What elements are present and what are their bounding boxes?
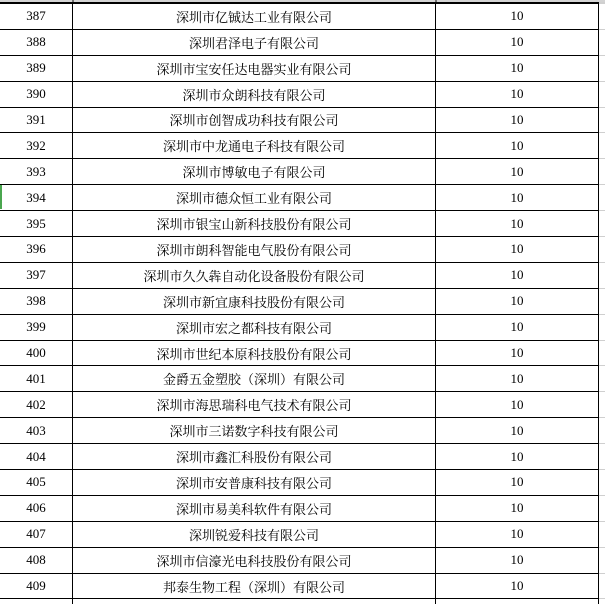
value-cell[interactable]: 10 bbox=[436, 82, 599, 108]
table-row bbox=[0, 289, 605, 315]
company-name-cell[interactable] bbox=[73, 599, 436, 604]
table-body bbox=[0, 4, 605, 604]
value-cell[interactable]: 10 bbox=[436, 289, 599, 315]
table-row bbox=[0, 56, 605, 82]
row-number-cell[interactable]: 406 bbox=[0, 496, 73, 522]
value-cell[interactable]: 10 bbox=[436, 341, 599, 367]
row-number-cell[interactable]: 405 bbox=[0, 470, 73, 496]
row-number-cell[interactable]: 392 bbox=[0, 133, 73, 159]
table-row bbox=[0, 30, 605, 56]
table-row bbox=[0, 211, 605, 237]
value-cell[interactable]: 10 bbox=[436, 108, 599, 134]
row-number-cell[interactable]: 390 bbox=[0, 82, 73, 108]
company-name-cell[interactable]: 深圳市三诺数字科技有限公司 bbox=[73, 418, 436, 444]
table-row bbox=[0, 263, 605, 289]
table-row bbox=[0, 444, 605, 470]
company-name-cell[interactable]: 深圳市宏之都科技有限公司 bbox=[73, 315, 436, 341]
row-number-cell[interactable]: 409 bbox=[0, 574, 73, 600]
table-row bbox=[0, 496, 605, 522]
company-name-cell[interactable]: 深圳市世纪本原科技股份有限公司 bbox=[73, 341, 436, 367]
value-cell[interactable]: 10 bbox=[436, 263, 599, 289]
company-name-cell[interactable]: 深圳市鑫汇科股份有限公司 bbox=[73, 444, 436, 470]
company-name-cell[interactable]: 邦泰生物工程（深圳）有限公司 bbox=[73, 574, 436, 600]
row-number-cell[interactable] bbox=[0, 599, 73, 604]
right-gridline-stub bbox=[599, 263, 605, 289]
right-gridline-stub bbox=[599, 315, 605, 341]
table-row bbox=[0, 315, 605, 341]
table-row bbox=[0, 599, 605, 604]
right-gridline-stub bbox=[599, 418, 605, 444]
value-cell[interactable]: 10 bbox=[436, 522, 599, 548]
company-name-cell[interactable]: 深圳市信濠光电科技股份有限公司 bbox=[73, 548, 436, 574]
right-gridline-stub bbox=[599, 599, 605, 604]
right-gridline-stub bbox=[599, 574, 605, 600]
value-cell[interactable]: 10 bbox=[436, 315, 599, 341]
right-gridline-stub bbox=[599, 496, 605, 522]
value-cell[interactable]: 10 bbox=[436, 496, 599, 522]
table-row bbox=[0, 185, 605, 211]
right-gridline-stub bbox=[599, 289, 605, 315]
right-gridline-stub bbox=[599, 444, 605, 470]
company-name-cell[interactable]: 金爵五金塑胶（深圳）有限公司 bbox=[73, 366, 436, 392]
table-row bbox=[0, 237, 605, 263]
row-number-cell[interactable]: 400 bbox=[0, 341, 73, 367]
table-row bbox=[0, 548, 605, 574]
right-gridline-stub bbox=[599, 159, 605, 185]
company-name-cell[interactable]: 深圳市朗科智能电气股份有限公司 bbox=[73, 237, 436, 263]
company-name-cell[interactable]: 深圳市久久犇自动化设备股份有限公司 bbox=[73, 263, 436, 289]
company-name-cell[interactable]: 深圳君泽电子有限公司 bbox=[73, 30, 436, 56]
row-number-cell[interactable]: 403 bbox=[0, 418, 73, 444]
right-gridline-stub bbox=[599, 185, 605, 211]
row-number-cell[interactable]: 389 bbox=[0, 56, 73, 82]
right-gridline-stub bbox=[599, 341, 605, 367]
row-number-cell[interactable]: 387 bbox=[0, 4, 73, 30]
value-cell[interactable]: 10 bbox=[436, 392, 599, 418]
right-gridline-stub bbox=[599, 4, 605, 30]
row-number-cell[interactable]: 407 bbox=[0, 522, 73, 548]
company-name-cell[interactable]: 深圳市亿铖达工业有限公司 bbox=[73, 4, 436, 30]
value-cell[interactable]: 10 bbox=[436, 366, 599, 392]
right-gridline-stub bbox=[599, 56, 605, 82]
row-number-cell[interactable]: 393 bbox=[0, 159, 73, 185]
right-gridline-stub bbox=[599, 522, 605, 548]
row-number-cell[interactable]: 394 bbox=[0, 185, 73, 211]
table-row bbox=[0, 366, 605, 392]
table-row bbox=[0, 418, 605, 444]
gridline-tick bbox=[435, 0, 437, 2]
table-row bbox=[0, 522, 605, 548]
table-row bbox=[0, 4, 605, 30]
value-cell[interactable]: 10 bbox=[436, 237, 599, 263]
row-number-cell[interactable]: 388 bbox=[0, 30, 73, 56]
right-gridline-stub bbox=[599, 82, 605, 108]
company-name-cell[interactable]: 深圳市新宜康科技股份有限公司 bbox=[73, 289, 436, 315]
company-name-cell[interactable]: 深圳市中龙通电子科技有限公司 bbox=[73, 133, 436, 159]
value-cell[interactable]: 10 bbox=[436, 4, 599, 30]
right-gridline-stub bbox=[599, 470, 605, 496]
row-number-cell[interactable]: 399 bbox=[0, 315, 73, 341]
right-gridline-stub bbox=[599, 237, 605, 263]
table-row bbox=[0, 341, 605, 367]
row-number-cell[interactable]: 402 bbox=[0, 392, 73, 418]
table-row bbox=[0, 108, 605, 134]
company-name-cell[interactable]: 深圳市众朗科技有限公司 bbox=[73, 82, 436, 108]
row-number-cell[interactable]: 401 bbox=[0, 366, 73, 392]
value-cell[interactable]: 10 bbox=[436, 574, 599, 600]
value-cell[interactable]: 10 bbox=[436, 30, 599, 56]
table-row bbox=[0, 574, 605, 600]
value-cell[interactable]: 10 bbox=[436, 185, 599, 211]
table-row bbox=[0, 133, 605, 159]
value-cell[interactable]: 10 bbox=[436, 548, 599, 574]
value-cell[interactable]: 10 bbox=[436, 418, 599, 444]
value-cell[interactable]: 10 bbox=[436, 470, 599, 496]
company-name-cell[interactable]: 深圳市博敏电子有限公司 bbox=[73, 159, 436, 185]
company-name-cell[interactable]: 深圳市银宝山新科技股份有限公司 bbox=[73, 211, 436, 237]
outer-gridline-top bbox=[0, 0, 605, 2]
row-number-cell[interactable]: 397 bbox=[0, 263, 73, 289]
row-number-cell[interactable]: 396 bbox=[0, 237, 73, 263]
company-name-cell[interactable]: 深圳市安普康科技有限公司 bbox=[73, 470, 436, 496]
value-cell[interactable]: 10 bbox=[436, 133, 599, 159]
row-number-cell[interactable]: 408 bbox=[0, 548, 73, 574]
value-cell[interactable] bbox=[436, 599, 599, 604]
right-gridline-stub bbox=[599, 133, 605, 159]
value-cell[interactable]: 10 bbox=[436, 211, 599, 237]
table-row bbox=[0, 392, 605, 418]
value-cell[interactable]: 10 bbox=[436, 56, 599, 82]
row-number-cell[interactable]: 395 bbox=[0, 211, 73, 237]
row-number-cell[interactable]: 398 bbox=[0, 289, 73, 315]
right-gridline-stub bbox=[599, 548, 605, 574]
right-gridline-stub bbox=[599, 211, 605, 237]
company-name-cell[interactable]: 深圳市德众恒工业有限公司 bbox=[73, 185, 436, 211]
row-number-cell[interactable]: 391 bbox=[0, 108, 73, 134]
value-cell[interactable]: 10 bbox=[436, 444, 599, 470]
company-name-cell[interactable]: 深圳市宝安任达电器实业有限公司 bbox=[73, 56, 436, 82]
company-name-cell[interactable]: 深圳锐爱科技有限公司 bbox=[73, 522, 436, 548]
company-name-cell[interactable]: 深圳市易美科软件有限公司 bbox=[73, 496, 436, 522]
gridline-tick bbox=[72, 0, 74, 2]
right-gridline-stub bbox=[599, 366, 605, 392]
right-gridline-stub bbox=[599, 392, 605, 418]
table-row bbox=[0, 159, 605, 185]
right-gridline-stub bbox=[599, 108, 605, 134]
value-cell[interactable]: 10 bbox=[436, 159, 599, 185]
company-name-cell[interactable]: 深圳市创智成功科技有限公司 bbox=[73, 108, 436, 134]
table-row bbox=[0, 82, 605, 108]
table-row bbox=[0, 470, 605, 496]
right-gridline-stub bbox=[599, 30, 605, 56]
row-number-cell[interactable]: 404 bbox=[0, 444, 73, 470]
company-name-cell[interactable]: 深圳市海思瑞科电气技术有限公司 bbox=[73, 392, 436, 418]
